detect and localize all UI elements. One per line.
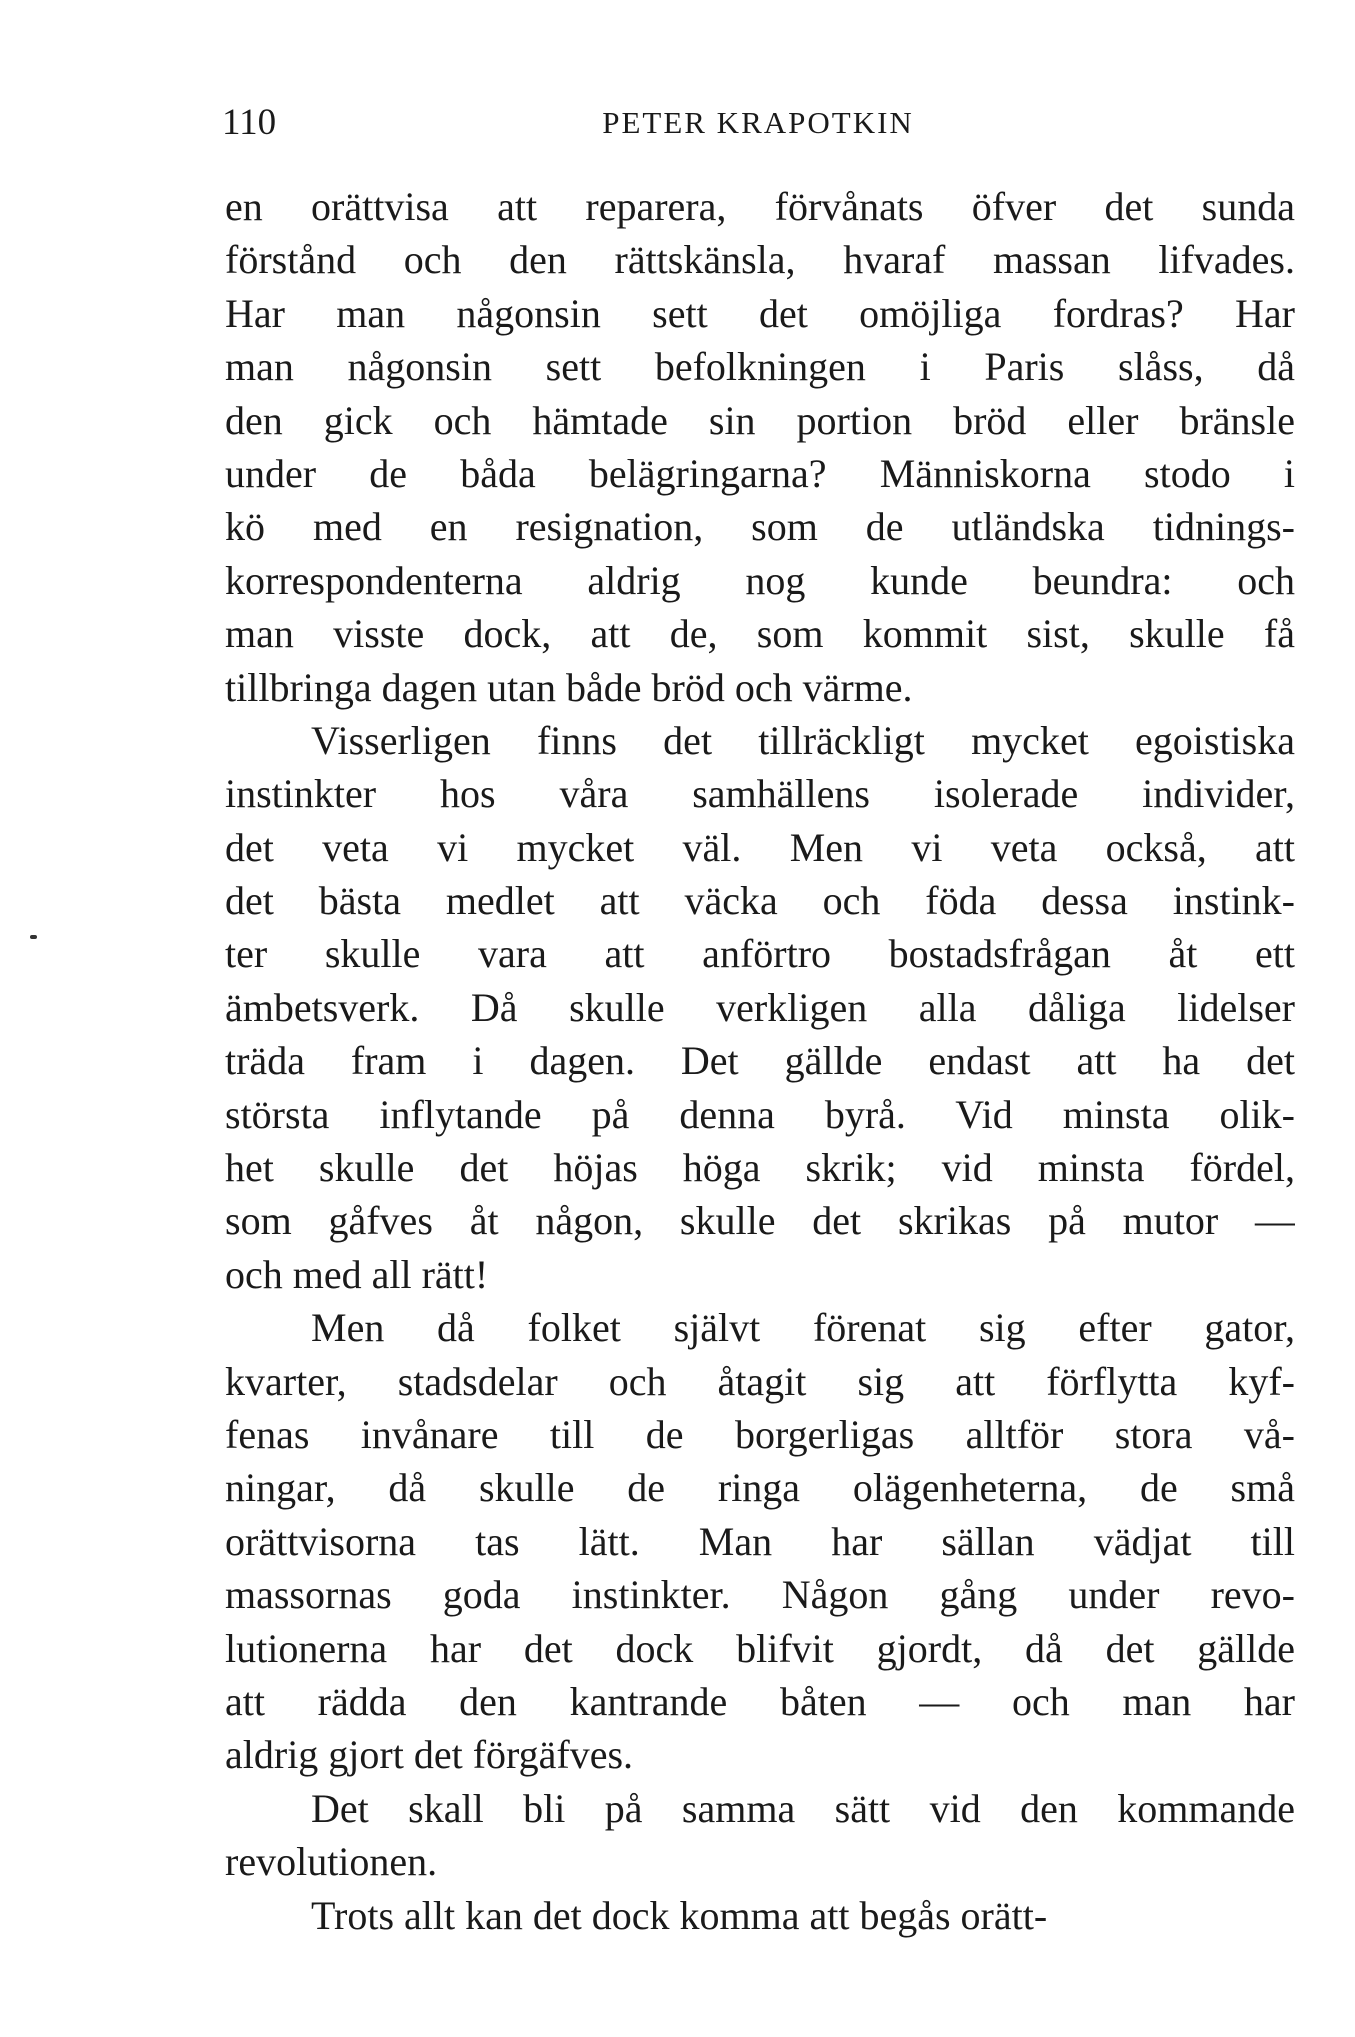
text-line: under de båda belägringarna? Människorna stodo i	[225, 450, 1295, 496]
text-line: massornas goda instinkter. Någon gång under revo-	[225, 1572, 1295, 1618]
text-line: Det skall bli på samma sätt vid den kommande	[311, 1785, 1295, 1831]
page-header	[222, 98, 1294, 148]
text-line: korrespondenterna aldrig nog kunde beundra: och	[225, 557, 1295, 603]
text-line: ämbetsverk. Då skulle verkligen alla dåliga lidelser	[225, 984, 1295, 1030]
text-line: man någonsin sett befolkningen i Paris slåss, då	[225, 344, 1295, 390]
text-line: tillbringa dagen utan både bröd och värme.	[225, 664, 913, 710]
text-line: träda fram i dagen. Det gällde endast att ha det	[225, 1038, 1295, 1084]
paragraph	[225, 1301, 1295, 1782]
text-line: Trots allt kan det dock komma att begås orätt-	[311, 1892, 1048, 1938]
text-line: instinkter hos våra samhällens isolerade individer,	[225, 771, 1295, 817]
paragraph	[225, 714, 1295, 1301]
text-line: det bästa medlet att väcka och föda dessa instink-	[225, 878, 1295, 924]
text-line: ningar, då skulle de ringa olägenheterna, de små	[225, 1465, 1295, 1511]
text-line: det veta vi mycket väl. Men vi veta också, att	[225, 824, 1295, 870]
text-line: revolutionen.	[225, 1839, 438, 1885]
paragraph	[225, 1782, 1295, 1889]
ink-speck	[30, 935, 37, 939]
text-line: man visste dock, att de, som kommit sist, skulle få	[225, 611, 1295, 657]
text-line: en orättvisa att reparera, förvånats öfver det sunda	[225, 184, 1295, 229]
text-line: het skulle det höjas höga skrik; vid minsta fördel,	[225, 1145, 1295, 1191]
paragraph	[225, 180, 1295, 714]
text-line: största inflytande på denna byrå. Vid minsta olik-	[225, 1091, 1295, 1137]
text-line: som gåfves åt någon, skulle det skrikas på mutor —	[225, 1198, 1295, 1244]
text-line: Men då folket självt förenat sig efter gator,	[311, 1305, 1295, 1351]
paragraph	[225, 1889, 1295, 1942]
text-line: ter skulle vara att anförtro bostadsfrågan åt ett	[225, 931, 1295, 977]
text-line: kö med en resignation, som de utländska tidnings-	[225, 504, 1295, 550]
body-text	[225, 180, 1295, 1942]
text-line: fenas invånare till de borgerligas alltför stora vå-	[225, 1411, 1295, 1457]
running-head: PETER KRAPOTKIN	[602, 105, 914, 140]
text-line: förstånd och den rättskänsla, hvaraf massan lifvades.	[225, 237, 1295, 283]
text-line: den gick och hämtade sin portion bröd eller bränsle	[225, 397, 1295, 443]
text-line: att rädda den kantrande båten — och man har	[225, 1678, 1295, 1724]
text-line: orättvisorna tas lätt. Man har sällan vädjat till	[225, 1518, 1295, 1564]
text-line: Har man någonsin sett det omöjliga fordras? Har	[225, 290, 1295, 336]
text-line: kvarter, stadsdelar och åtagit sig att förflytta kyf-	[225, 1358, 1295, 1404]
text-line: Visserligen finns det tillräckligt mycket egoistiska	[311, 717, 1295, 763]
text-line: aldrig gjort det förgäfves.	[225, 1732, 634, 1778]
text-line: och med all rätt!	[225, 1251, 489, 1297]
page-number: 110	[222, 102, 277, 143]
text-line: lutionerna har det dock blifvit gjordt, då det gällde	[225, 1625, 1295, 1671]
